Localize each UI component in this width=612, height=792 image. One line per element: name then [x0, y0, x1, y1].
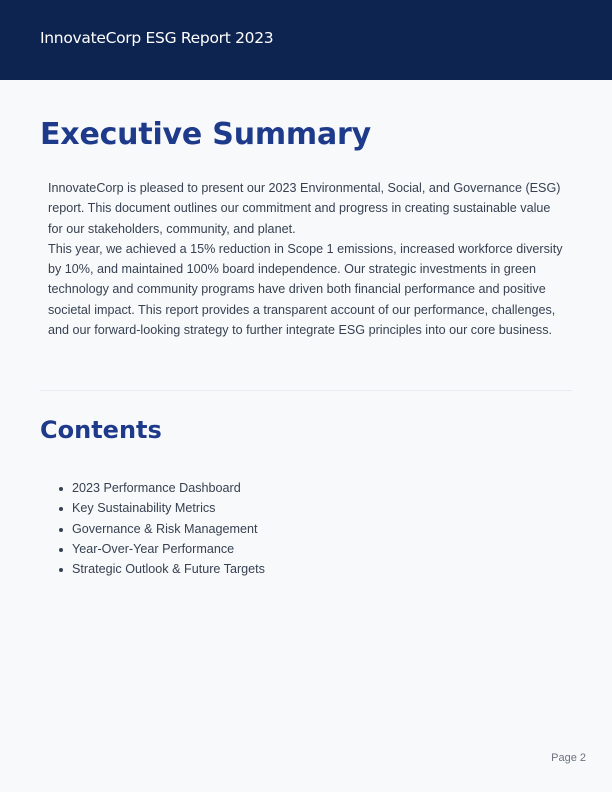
bullet-icon [59, 507, 63, 511]
section-divider [40, 390, 572, 391]
contents-heading: Contents [40, 416, 162, 444]
contents-item-label: Year-Over-Year Performance [72, 541, 235, 556]
bullet-icon [59, 568, 63, 572]
contents-item [56, 559, 265, 579]
contents-item-label: Strategic Outlook & Future Targets [72, 562, 265, 577]
executive-summary-body [48, 178, 568, 340]
bullet-icon [59, 487, 63, 491]
summary-paragraph: This year, we achieved a 15% reduction in Scope 1 emissions, increased workforce diversity by 10%, and maintained 100% board independence. Our strategic investments in green technology and community programs have driven both financial performance and positive societal impact. This report provides a transparent account of our performance, challenges, and our forward-looking strategy to further integrate ESG principles into our core business. [48, 241, 563, 338]
contents-item [56, 498, 265, 518]
contents-item [56, 539, 265, 559]
contents-item [56, 478, 265, 498]
bullet-icon [59, 528, 63, 532]
contents-item [56, 519, 265, 539]
contents-list [56, 478, 265, 579]
report-header [0, 0, 612, 80]
contents-item-label: Governance & Risk Management [72, 521, 258, 536]
bullet-icon [59, 548, 63, 552]
contents-item-label: Key Sustainability Metrics [72, 501, 216, 516]
executive-summary-heading: Executive Summary [40, 117, 371, 152]
report-title: InnovateCorp ESG Report 2023 [40, 29, 274, 47]
page-number: Page 2 [551, 752, 586, 764]
summary-paragraph: InnovateCorp is pleased to present our 2023 Environmental, Social, and Governance (ESG) report. This document outlines our commitment and progress in creating sustainable value for our stakeholders, community, and planet. [48, 181, 561, 236]
contents-item-label: 2023 Performance Dashboard [72, 481, 241, 495]
